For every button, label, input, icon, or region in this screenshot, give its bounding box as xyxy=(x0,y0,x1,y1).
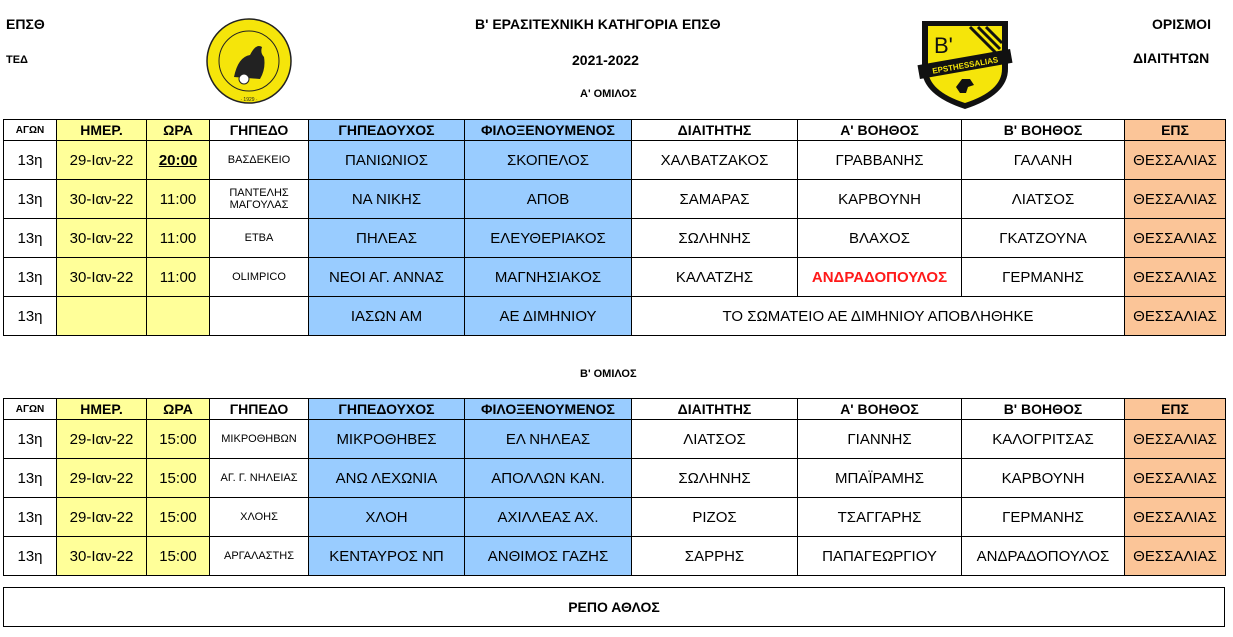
date-cell: 30-Ιαν-22 xyxy=(57,219,147,258)
col-header-away: ΦΙΛΟΞΕΝΟΥΜΕΝΟΣ xyxy=(465,120,632,141)
rest-team-notice: ΡΕΠΟ ΑΘΛΟΣ xyxy=(3,587,1225,627)
group1-title: Α' ΟΜΙΛΟΣ xyxy=(580,88,637,100)
date-cell: 29-Ιαν-22 xyxy=(57,459,147,498)
eps-cell: ΘΕΣΣΑΛΙΑΣ xyxy=(1125,498,1226,537)
table-row xyxy=(4,537,1226,576)
group1-table xyxy=(3,119,1226,336)
svg-text:· 1929 ·: · 1929 · xyxy=(240,97,258,103)
group2-title: Β' ΟΜΙΛΟΣ xyxy=(580,368,637,380)
round-cell: 13η xyxy=(4,420,57,459)
time-cell: 15:00 xyxy=(147,459,210,498)
home-cell: ΜΙΚΡΟΘΗΒΕΣ xyxy=(309,420,465,459)
away-cell: ΑΝΘΙΜΟΣ ΓΑΖΗΣ xyxy=(465,537,632,576)
col-header-venue: ΓΗΠΕΔΟ xyxy=(210,120,309,141)
col-header-time: ΩΡΑ xyxy=(147,120,210,141)
eps-cell: ΘΕΣΣΑΛΙΑΣ xyxy=(1125,297,1226,336)
away-cell: ΑΠΟΛΛΩΝ ΚΑΝ. xyxy=(465,459,632,498)
col-header-round: ΑΓΩΝ xyxy=(4,120,57,141)
col-header-home: ΓΗΠΕΔΟΥΧΟΣ xyxy=(309,120,465,141)
org-label: ΕΠΣΘ xyxy=(6,16,45,32)
time-cell: 15:00 xyxy=(147,498,210,537)
ar2-cell: ΓΚΑΤΖΟΥΝΑ xyxy=(962,219,1125,258)
home-cell: ΠΗΛΕΑΣ xyxy=(309,219,465,258)
table-row xyxy=(4,297,1226,336)
col-header-eps: ΕΠΣ xyxy=(1125,399,1226,420)
time-cell: 11:00 xyxy=(147,219,210,258)
ar1-cell: ΤΣΑΓΓΑΡΗΣ xyxy=(798,498,962,537)
eps-cell: ΘΕΣΣΑΛΙΑΣ xyxy=(1125,537,1226,576)
venue-cell: ΒΑΣΔΕΚΕΙΟ xyxy=(210,141,309,180)
home-cell: ΝΕΟΙ ΑΓ. ΑΝΝΑΣ xyxy=(309,258,465,297)
ar1-cell: ΚΑΡΒΟΥΝΗ xyxy=(798,180,962,219)
table-header-row xyxy=(4,120,1226,141)
table-row xyxy=(4,498,1226,537)
date-cell: 29-Ιαν-22 xyxy=(57,141,147,180)
table-header-row xyxy=(4,399,1226,420)
referee-cell: ΣΑΡΡΗΣ xyxy=(632,537,798,576)
ar2-cell: ΛΙΑΤΣΟΣ xyxy=(962,180,1125,219)
venue-cell: ΕΤΒΑ xyxy=(210,219,309,258)
home-cell: ΠΑΝΙΩΝΙΟΣ xyxy=(309,141,465,180)
dept-label: ΤΕΔ xyxy=(6,54,28,66)
col-header-ar2: Β' ΒΟΗΘΟΣ xyxy=(962,399,1125,420)
venue-cell: ΑΡΓΑΛΑΣΤΗΣ xyxy=(210,537,309,576)
federation-logo xyxy=(200,17,298,105)
table-row xyxy=(4,180,1226,219)
col-header-ar2: Β' ΒΟΗΘΟΣ xyxy=(962,120,1125,141)
svg-text:EPSTHESSALIAS: EPSTHESSALIAS xyxy=(931,55,999,76)
date-cell: 30-Ιαν-22 xyxy=(57,258,147,297)
col-header-venue: ΓΗΠΕΔΟ xyxy=(210,399,309,420)
referee-cell: ΛΙΑΤΣΟΣ xyxy=(632,420,798,459)
venue-cell: ΑΓ. Γ. ΝΗΛΕΙΑΣ xyxy=(210,459,309,498)
time-cell: 11:00 xyxy=(147,180,210,219)
home-cell: ΚΕΝΤΑΥΡΟΣ ΝΠ xyxy=(309,537,465,576)
ar1-cell: ΓΙΑΝΝΗΣ xyxy=(798,420,962,459)
referee-cell: ΡΙΖΟΣ xyxy=(632,498,798,537)
round-cell: 13η xyxy=(4,297,57,336)
table-row xyxy=(4,258,1226,297)
eps-cell: ΘΕΣΣΑΛΙΑΣ xyxy=(1125,219,1226,258)
venue-cell: OLIMPICO xyxy=(210,258,309,297)
round-cell: 13η xyxy=(4,459,57,498)
expulsion-note: ΤΟ ΣΩΜΑΤΕΙΟ ΑΕ ΔΙΜΗΝΙΟΥ ΑΠΟΒΛΗΘΗΚΕ xyxy=(632,297,1125,336)
table-row xyxy=(4,420,1226,459)
venue-cell: ΠΑΝΤΕΛΗΣ ΜΑΓΟΥΛΑΣ xyxy=(210,180,309,219)
col-header-referee: ΔΙΑΙΤΗΤΗΣ xyxy=(632,399,798,420)
ar1-cell: ΒΛΑΧΟΣ xyxy=(798,219,962,258)
venue-cell xyxy=(210,297,309,336)
col-header-ar1: Α' ΒΟΗΘΟΣ xyxy=(798,120,962,141)
ar2-cell: ΓΕΡΜΑΝΗΣ xyxy=(962,498,1125,537)
venue-cell: ΜΙΚΡΟΘΗΒΩΝ xyxy=(210,420,309,459)
home-cell: ΑΝΩ ΛΕΧΩΝΙΑ xyxy=(309,459,465,498)
away-cell: ΣΚΟΠΕΛΟΣ xyxy=(465,141,632,180)
eps-cell: ΘΕΣΣΑΛΙΑΣ xyxy=(1125,180,1226,219)
referee-cell: ΣΩΛΗΝΗΣ xyxy=(632,459,798,498)
date-cell: 30-Ιαν-22 xyxy=(57,180,147,219)
away-cell: ΑΕ ΔΙΜΗΝΙΟΥ xyxy=(465,297,632,336)
away-cell: ΕΛ ΝΗΛΕΑΣ xyxy=(465,420,632,459)
time-cell: 20:00 xyxy=(147,141,210,180)
ar2-cell: ΚΑΛΟΓΡΙΤΣΑΣ xyxy=(962,420,1125,459)
league-badge-logo xyxy=(912,17,1018,111)
home-cell: ΙΑΣΩΝ ΑΜ xyxy=(309,297,465,336)
date-cell: 29-Ιαν-22 xyxy=(57,498,147,537)
table-row xyxy=(4,141,1226,180)
away-cell: ΑΧΙΛΛΕΑΣ ΑΧ. xyxy=(465,498,632,537)
eps-cell: ΘΕΣΣΑΛΙΑΣ xyxy=(1125,420,1226,459)
col-header-time: ΩΡΑ xyxy=(147,399,210,420)
home-cell: ΝΑ ΝΙΚΗΣ xyxy=(309,180,465,219)
eps-cell: ΘΕΣΣΑΛΙΑΣ xyxy=(1125,459,1226,498)
col-header-referee: ΔΙΑΙΤΗΤΗΣ xyxy=(632,120,798,141)
referee-cell: ΚΑΛΑΤΖΗΣ xyxy=(632,258,798,297)
round-cell: 13η xyxy=(4,498,57,537)
round-cell: 13η xyxy=(4,219,57,258)
col-header-round: ΑΓΩΝ xyxy=(4,399,57,420)
table-row xyxy=(4,459,1226,498)
round-cell: 13η xyxy=(4,537,57,576)
group2-table xyxy=(3,398,1226,576)
time-cell: 11:00 xyxy=(147,258,210,297)
eps-cell: ΘΕΣΣΑΛΙΑΣ xyxy=(1125,258,1226,297)
date-cell xyxy=(57,297,147,336)
away-cell: ΕΛΕΥΘΕΡΙΑΚΟΣ xyxy=(465,219,632,258)
referee-cell: ΣΑΜΑΡΑΣ xyxy=(632,180,798,219)
time-cell xyxy=(147,297,210,336)
svg-text:B': B' xyxy=(934,33,953,58)
round-cell: 13η xyxy=(4,180,57,219)
ar1-cell: ΑΝΔΡΑΔΟΠΟΥΛΟΣ xyxy=(798,258,962,297)
date-cell: 29-Ιαν-22 xyxy=(57,420,147,459)
ar1-cell: ΜΠΑΪΡΑΜΗΣ xyxy=(798,459,962,498)
ar2-cell: ΑΝΔΡΑΔΟΠΟΥΛΟΣ xyxy=(962,537,1125,576)
table-row xyxy=(4,219,1226,258)
date-cell: 30-Ιαν-22 xyxy=(57,537,147,576)
referee-cell: ΣΩΛΗΝΗΣ xyxy=(632,219,798,258)
header-right-line2: ΔΙΑΙΤΗΤΩΝ xyxy=(1133,50,1210,66)
page-title: Β' ΕΡΑΣΙΤΕΧΝΙΚΗ ΚΑΤΗΓΟΡΙΑ ΕΠΣΘ xyxy=(475,16,721,32)
away-cell: ΜΑΓΝΗΣΙΑΚΟΣ xyxy=(465,258,632,297)
col-header-date: ΗΜΕΡ. xyxy=(57,399,147,420)
col-header-eps: ΕΠΣ xyxy=(1125,120,1226,141)
round-cell: 13η xyxy=(4,141,57,180)
ar1-cell: ΠΑΠΑΓΕΩΡΓΙΟΥ xyxy=(798,537,962,576)
col-header-ar1: Α' ΒΟΗΘΟΣ xyxy=(798,399,962,420)
col-header-date: ΗΜΕΡ. xyxy=(57,120,147,141)
home-cell: ΧΛΟΗ xyxy=(309,498,465,537)
eps-cell: ΘΕΣΣΑΛΙΑΣ xyxy=(1125,141,1226,180)
ar2-cell: ΓΑΛΑΝΗ xyxy=(962,141,1125,180)
ar2-cell: ΚΑΡΒΟΥΝΗ xyxy=(962,459,1125,498)
round-cell: 13η xyxy=(4,258,57,297)
away-cell: ΑΠΟΒ xyxy=(465,180,632,219)
ar2-cell: ΓΕΡΜΑΝΗΣ xyxy=(962,258,1125,297)
season-label: 2021-2022 xyxy=(572,52,639,68)
col-header-away: ΦΙΛΟΞΕΝΟΥΜΕΝΟΣ xyxy=(465,399,632,420)
ar1-cell: ΓΡΑΒΒΑΝΗΣ xyxy=(798,141,962,180)
time-cell: 15:00 xyxy=(147,537,210,576)
header-right-line1: ΟΡΙΣΜΟΙ xyxy=(1152,16,1211,32)
col-header-home: ΓΗΠΕΔΟΥΧΟΣ xyxy=(309,399,465,420)
referee-cell: ΧΑΛΒΑΤΖΑΚΟΣ xyxy=(632,141,798,180)
venue-cell: ΧΛΟΗΣ xyxy=(210,498,309,537)
time-cell: 15:00 xyxy=(147,420,210,459)
